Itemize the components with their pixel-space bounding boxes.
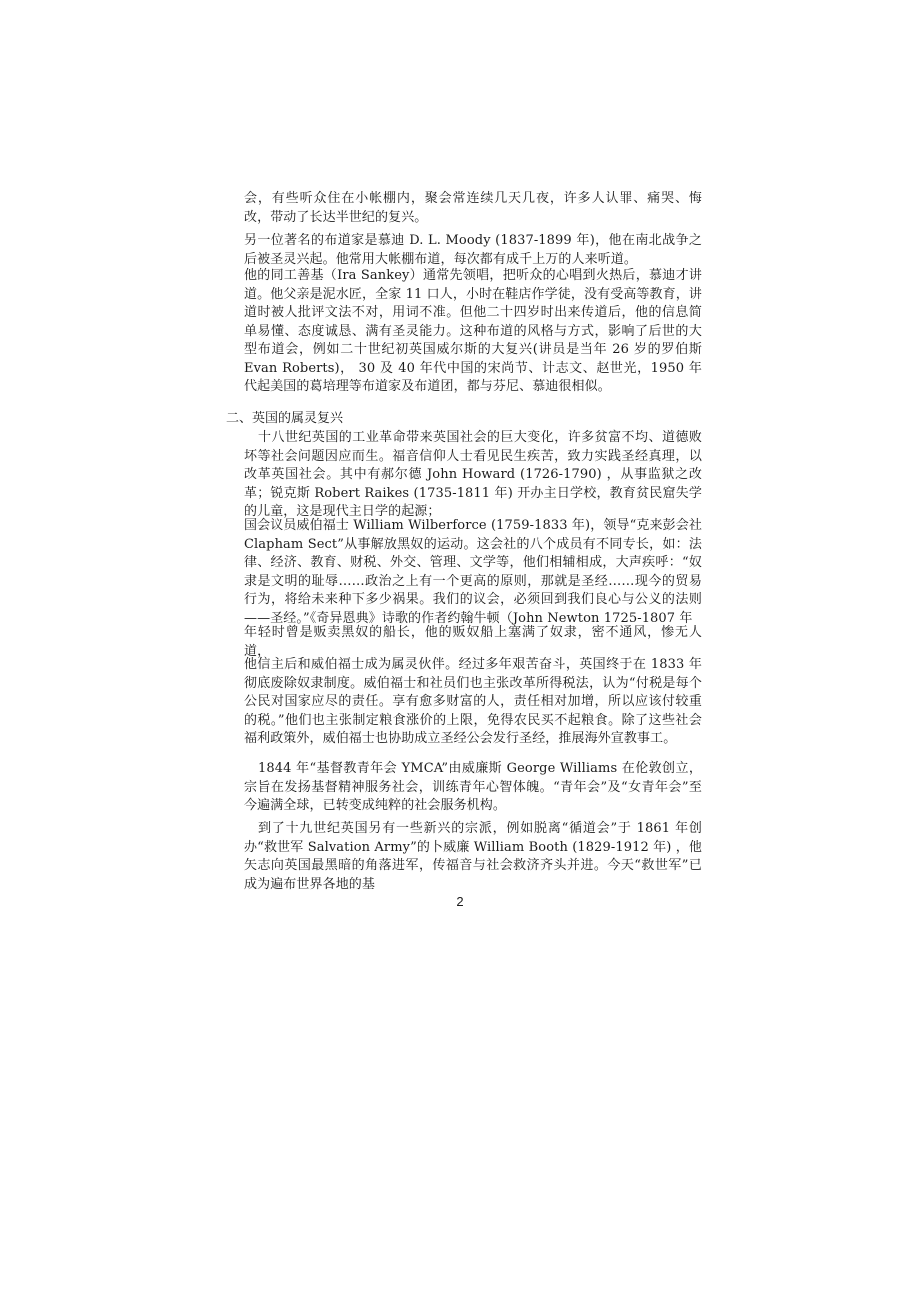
paragraph-salvation-army: 到了十九世纪英国另有一些新兴的宗派，例如脱离“循道会”于 1861 年创办“救世军 Salvation Army”的卜威廉 William Booth (1829-1912 年) ，他矢志向英国最黑暗的角落进军，传福音与社会救济齐头并进。今天“救世军”已成为遍布世界各地的基: [244, 821, 702, 892]
paragraph-wilberforce: 国会议员威伯福士 William Wilberforce (1759-1833 年)，领导“克来彭会社 Clapham Sect”从事解放黑奴的运动。这会社的八个成员有不同专长，如：法律、经济、教育、财税、外交、管理、文学等，他们相辅相成，大声疾呼：“奴隶是文明的耻辱……政治之上有一个更高的原则，那就是圣经……现今的贸易行为，将给未来种下多少祸果。我们的议会，必须回到我们良心与公义的法则——圣经。”《奇异恩典》诗歌的作者约翰牛顿（John Newton 1725-1807 年: [244, 518, 702, 626]
paragraph-ymca: 1844 年“基督教青年会 YMCA”由威廉斯 George Williams 在伦敦创立，宗旨在发扬基督精神服务社会，训练青年心智体魄。“青年会”及“女青年会”至今遍满全球，已转变成纯粹的社会服务机构。: [244, 761, 702, 813]
paragraph-industrial-revolution: 十八世纪英国的工业革命带来英国社会的巨大变化，许多贫富不均、道德败坏等社会问题因应而生。福音信仰人士看见民生疾苦，致力实践圣经真理，以改革英国社会。其中有郝尔德 John Howard (1726-1790) ，从事监狱之改革；锐克斯 Robert Raikes (1735-1811 年) 开办主日学校，教育贫民窟失学的儿童，这是现代主日学的起源；: [244, 430, 702, 519]
paragraph-abolition: 他信主后和威伯福士成为属灵伙伴。经过多年艰苦奋斗，英国终于在 1833 年彻底废除奴隶制度。威伯福士和社员们也主张改革所得税法，认为“付税是每个公民对国家应尽的责任。享有愈多财富的人，责任相对加增，所以应该付较重的税。”他们也主张制定粮食涨价的上限，免得农民买不起粮食。除了这些社会福利政策外，威伯福士也协助成立圣经公会发行圣经，推展海外宣教事工。: [244, 657, 702, 746]
section-heading-britain: 二、英国的属灵复兴: [226, 411, 344, 426]
paragraph-revival-tents: 会，有些听众住在小帐棚内，聚会常连续几天几夜，许多人认罪、痛哭、悔改，带动了长达半世纪的复兴。: [244, 191, 702, 225]
paragraph-moody: 另一位著名的布道家是慕迪 D. L. Moody (1837-1899 年)，他在南北战争之后被圣灵兴起。他常用大帐棚布道，每次都有成千上万的人来听道。: [244, 233, 702, 267]
paragraph-newton-captain: 年轻时曾是贩卖黑奴的船长，他的贩奴船上塞满了奴隶，密不通风，惨无人道，: [244, 625, 702, 659]
page-number: 2: [456, 894, 464, 909]
paragraph-sankey: 他的同工善基（Ira Sankey）通常先领唱，把听众的心唱到火热后，慕迪才讲道。他父亲是泥水匠，全家 11 口人，小时在鞋店作学徒，没有受高等教育，讲道时被人批评文法不对，用词不准。但他二十四岁时出来传道后，他的信息简单易懂、态度诚恳、满有圣灵能力。这种布道的风格与方式，影响了后世的大型布道会，例如二十世纪初英国威尔斯的大复兴(讲员是当年 26 岁的罗伯斯 Evan Roberts)， 30 及 40 年代中国的宋尚节、计志文、赵世光，1950 年代起美国的葛培理等布道家及布道团，都与芬尼、慕迪很相似。: [244, 268, 702, 394]
